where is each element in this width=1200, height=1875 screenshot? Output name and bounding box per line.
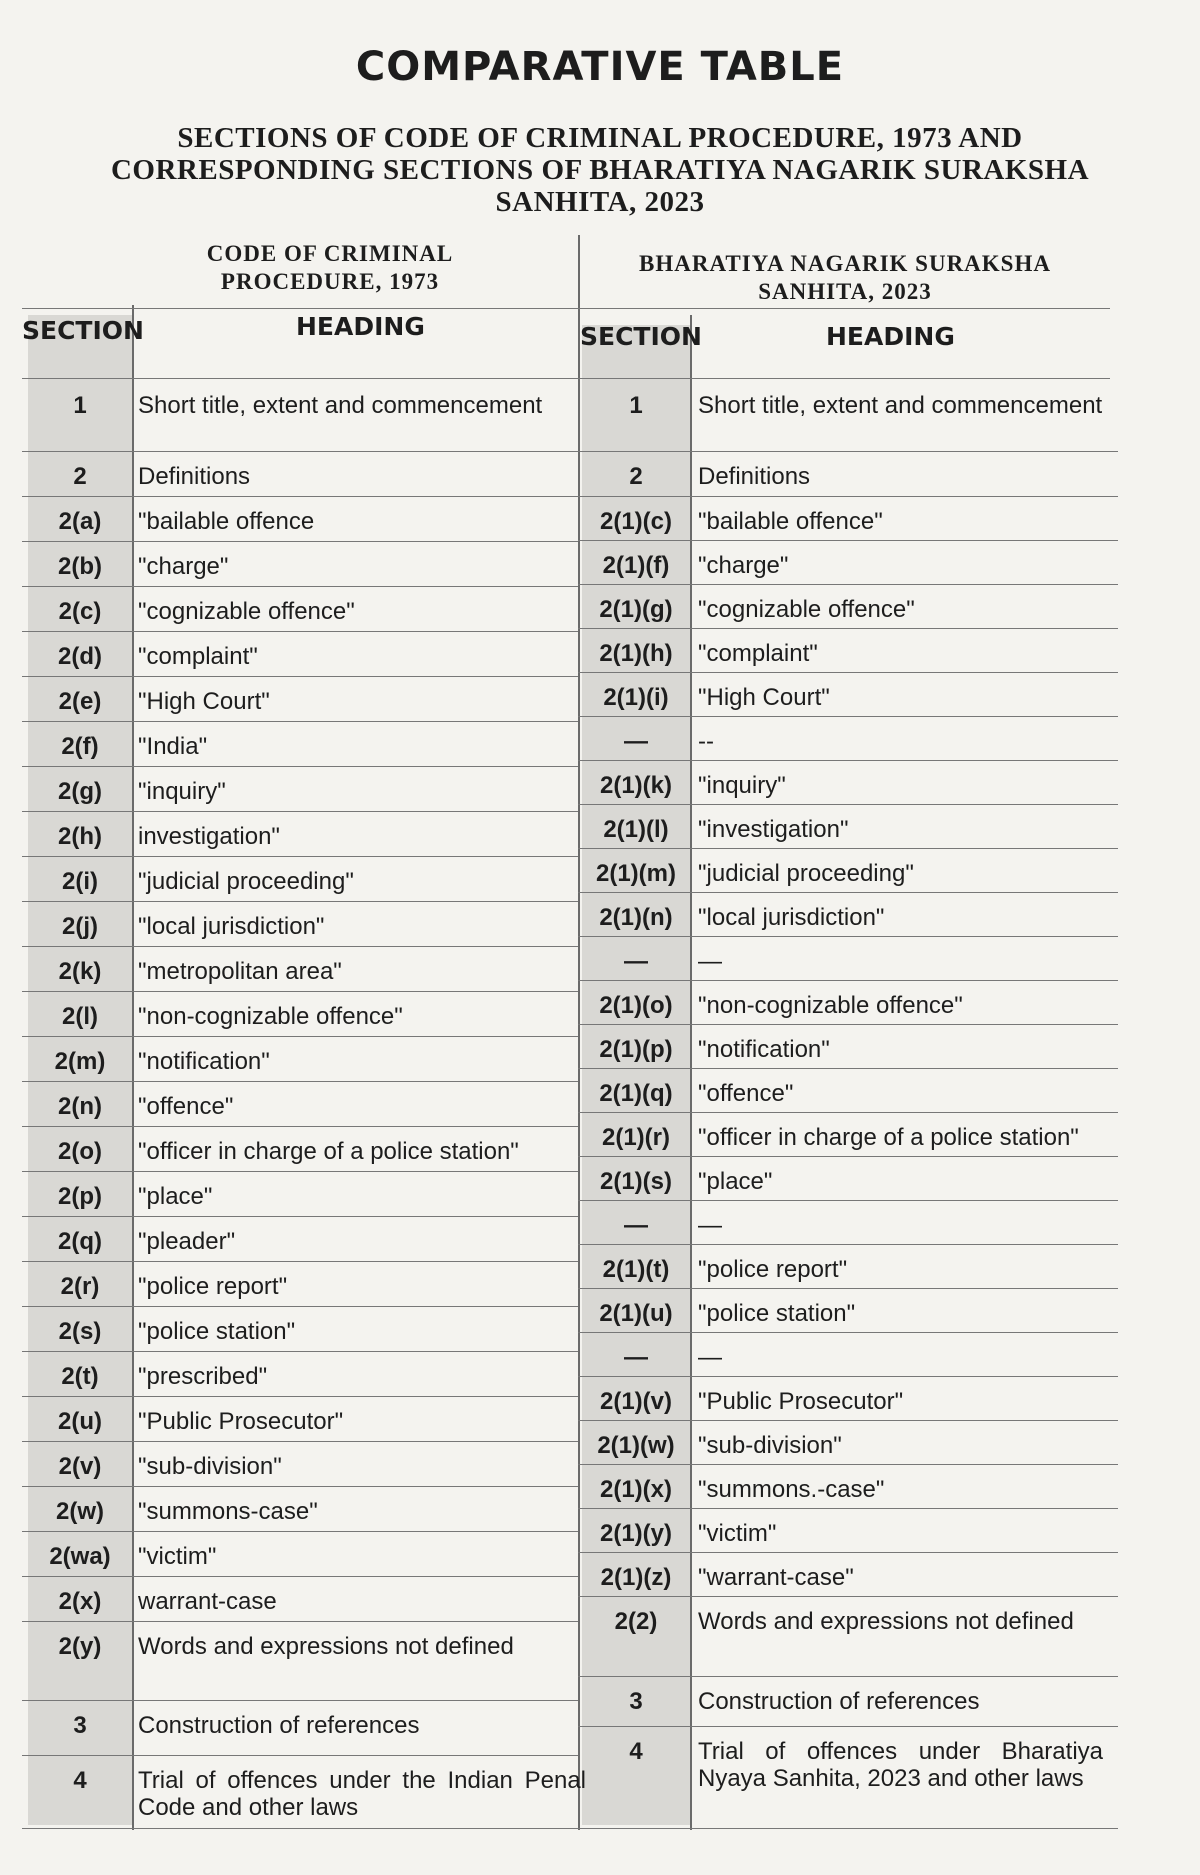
right-row-heading: Construction of references [698, 1688, 980, 1715]
right-row-heading: Definitions [698, 463, 811, 490]
right-row-section: — [624, 1344, 648, 1371]
right-row-rule [578, 1112, 1118, 1113]
right-row-rule [578, 1024, 1118, 1025]
left-row-rule [22, 1396, 578, 1397]
left-row-rule [22, 901, 578, 902]
right-row-section: 2(1)(h) [599, 640, 673, 667]
right-row-section: — [624, 1212, 648, 1239]
left-row-section: 2(n) [58, 1093, 102, 1120]
right-row-heading: "victim" [698, 1520, 777, 1547]
right-heading-header: HEADING [826, 322, 955, 351]
right-row-section: 2(1)(k) [599, 772, 672, 799]
left-row-section: 2(m) [54, 1048, 106, 1075]
left-row-heading: Short title, extent and commencement [138, 392, 543, 419]
right-row-section: — [624, 728, 648, 755]
right-row-heading: "officer in charge of a police station" [698, 1124, 1079, 1151]
right-row-section: 2(1)(v) [599, 1388, 672, 1415]
right-row-rule [578, 496, 1118, 497]
left-row-heading: "officer in charge of a police station" [138, 1138, 519, 1165]
left-row-rule [22, 721, 578, 722]
right-row-rule [578, 1552, 1118, 1553]
left-row-heading: "local jurisdiction" [138, 913, 325, 940]
right-row-rule [578, 760, 1118, 761]
left-row-section: 2(v) [58, 1453, 102, 1480]
left-row-rule [22, 766, 578, 767]
left-row-heading: "inquiry" [138, 778, 226, 805]
right-row-rule [578, 1508, 1118, 1509]
right-row-section: 2(1)(i) [603, 684, 669, 711]
right-row-rule [578, 1420, 1118, 1421]
left-row-heading: investigation" [138, 823, 280, 850]
left-row-rule [22, 631, 578, 632]
left-row-rule [22, 676, 578, 677]
right-row-section: 2(1)(o) [599, 992, 673, 1019]
right-row-rule [578, 1068, 1118, 1069]
right-row-rule [578, 584, 1118, 585]
left-row-section: 2(g) [58, 778, 102, 805]
left-row-heading: "judicial proceeding" [138, 868, 354, 895]
left-row-heading: "victim" [138, 1543, 217, 1570]
right-row-section: 4 [629, 1738, 643, 1765]
page-subtitle: SECTIONS OF CODE OF CRIMINAL PROCEDURE, 1973 AND CORRESPONDING SECTIONS OF BHARATIYA NAGARIK SURAKSHA SANHITA, 2023 [110, 122, 1090, 218]
left-row-section: 2(r) [60, 1273, 100, 1300]
left-row-heading: Trial of offences under the Indian Penal Code and other laws [138, 1767, 586, 1821]
right-row-heading: "cognizable offence" [698, 596, 915, 623]
right-row-section: 2(1)(y) [599, 1520, 672, 1547]
right-row-section: 2(1)(u) [599, 1300, 673, 1327]
left-row-rule [22, 1171, 578, 1172]
left-row-heading: "offence" [138, 1093, 234, 1120]
left-row-section: 2(s) [58, 1318, 102, 1345]
header-top-rule [22, 308, 1110, 309]
left-row-rule [22, 1700, 578, 1701]
left-row-section: 2(l) [62, 1003, 98, 1030]
left-row-section: 4 [73, 1767, 87, 1794]
left-row-heading: "cognizable offence" [138, 598, 355, 625]
left-row-section: 2(b) [58, 553, 102, 580]
left-row-rule [22, 1576, 578, 1577]
left-row-rule [22, 1755, 578, 1756]
left-row-rule [22, 1081, 578, 1082]
right-row-section: — [624, 948, 648, 975]
left-row-section: 2(x) [58, 1588, 102, 1615]
left-row-section: 2(f) [61, 733, 99, 760]
right-row-section: 2(1)(c) [599, 508, 672, 535]
right-row-section: 2(2) [614, 1608, 658, 1635]
right-row-rule [578, 1376, 1118, 1377]
left-row-section: 2(w) [56, 1498, 104, 1525]
left-row-section: 2 [73, 463, 87, 490]
left-row-heading: "notification" [138, 1048, 270, 1075]
left-row-rule [22, 1036, 578, 1037]
right-row-heading: "investigation" [698, 816, 849, 843]
left-row-section: 2(c) [58, 598, 102, 625]
right-row-heading: "charge" [698, 552, 789, 579]
left-row-rule [22, 1621, 578, 1622]
right-row-heading: "Public Prosecutor" [698, 1388, 904, 1415]
right-row-heading: "summons.-case" [698, 1476, 885, 1503]
left-row-rule [22, 811, 578, 812]
right-row-rule [578, 1288, 1118, 1289]
left-heading-header: HEADING [296, 312, 425, 341]
right-row-heading: — [698, 1344, 722, 1371]
left-row-heading: "Public Prosecutor" [138, 1408, 344, 1435]
right-row-rule [578, 848, 1118, 849]
right-row-rule [578, 980, 1118, 981]
right-row-section: 1 [629, 392, 643, 419]
left-divider [132, 305, 134, 1830]
right-row-rule [578, 892, 1118, 893]
left-row-rule [22, 1351, 578, 1352]
left-row-section: 2(j) [62, 913, 98, 940]
right-row-section: 2(1)(n) [599, 904, 673, 931]
left-row-heading: Definitions [138, 463, 251, 490]
left-row-rule [22, 1261, 578, 1262]
center-divider [578, 235, 580, 1830]
right-row-heading: "complaint" [698, 640, 818, 667]
page-title: COMPARATIVE TABLE [355, 44, 845, 90]
left-row-section: 2(q) [58, 1228, 102, 1255]
right-row-section: 2(1)(r) [601, 1124, 670, 1151]
left-row-heading: "police report" [138, 1273, 288, 1300]
right-row-rule [578, 1156, 1118, 1157]
right-row-section: 2 [629, 463, 643, 490]
right-row-rule [578, 1332, 1118, 1333]
right-row-section: 2(1)(z) [600, 1564, 672, 1591]
right-row-heading: "High Court" [698, 684, 830, 711]
left-row-section: 2(wa) [49, 1543, 111, 1570]
left-row-rule [22, 1306, 578, 1307]
right-row-rule [578, 1464, 1118, 1465]
right-row-section: 2(1)(w) [597, 1432, 675, 1459]
left-column-title: CODE OF CRIMINAL PROCEDURE, 1973 [206, 241, 454, 294]
left-row-heading: "metropolitan area" [138, 958, 342, 985]
right-row-rule [578, 451, 1118, 452]
right-row-section: 2(1)(s) [599, 1168, 672, 1195]
right-row-rule [578, 1676, 1118, 1677]
right-column-title: BHARATIYA NAGARIK SURAKSHA SANHITA, 2023 [639, 251, 1051, 304]
right-row-section: 2(1)(q) [599, 1080, 673, 1107]
left-row-section: 1 [73, 392, 87, 419]
left-row-section: 2(y) [58, 1633, 102, 1660]
left-row-heading: warrant-case [138, 1588, 277, 1615]
right-row-rule [578, 540, 1118, 541]
left-row-rule [22, 1531, 578, 1532]
right-row-section: 2(1)(l) [603, 816, 669, 843]
right-section-column-shade [582, 325, 690, 1825]
right-row-heading: "judicial proceeding" [698, 860, 914, 887]
left-row-section: 2(a) [58, 508, 102, 535]
left-row-section: 2(i) [62, 868, 98, 895]
right-row-heading: Trial of offences under Bharatiya Nyaya Sanhita, 2023 and other laws [698, 1738, 1103, 1792]
left-row-heading: "sub-division" [138, 1453, 282, 1480]
left-row-rule [22, 1216, 578, 1217]
right-section-header: SECTION [580, 322, 702, 351]
right-row-section: 2(1)(t) [602, 1256, 670, 1283]
left-row-section: 2(k) [58, 958, 102, 985]
left-row-rule [22, 991, 578, 992]
right-row-heading: "police station" [698, 1300, 856, 1327]
left-row-heading: "High Court" [138, 688, 270, 715]
right-row-rule [578, 804, 1118, 805]
left-row-section: 3 [73, 1712, 87, 1739]
right-row-rule [578, 1244, 1118, 1245]
right-row-section: 2(1)(f) [602, 552, 670, 579]
right-row-heading: — [698, 1212, 722, 1239]
right-row-heading: "warrant-case" [698, 1564, 854, 1591]
right-row-heading: "sub-division" [698, 1432, 842, 1459]
right-row-heading: "non-cognizable offence" [698, 992, 963, 1019]
right-row-section: 3 [629, 1688, 643, 1715]
right-row-rule [578, 672, 1118, 673]
left-row-rule [22, 946, 578, 947]
left-row-heading: Words and expressions not defined [138, 1633, 514, 1660]
right-row-heading: Short title, extent and commencement [698, 392, 1103, 419]
left-row-heading: Construction of references [138, 1712, 420, 1739]
right-row-rule [578, 1726, 1118, 1727]
left-row-rule [22, 496, 578, 497]
right-row-heading: — [698, 948, 722, 975]
left-row-heading: "non-cognizable offence" [138, 1003, 403, 1030]
right-divider [690, 315, 692, 1830]
left-row-heading: "India" [138, 733, 208, 760]
left-row-rule [22, 1126, 578, 1127]
right-row-heading: -- [698, 728, 714, 755]
left-section-header: SECTION [22, 316, 144, 345]
right-row-heading: "offence" [698, 1080, 794, 1107]
right-row-rule [578, 1596, 1118, 1597]
left-row-section: 2(u) [58, 1408, 102, 1435]
left-row-heading: "charge" [138, 553, 229, 580]
left-row-heading: "complaint" [138, 643, 258, 670]
left-row-rule [22, 541, 578, 542]
left-row-section: 2(e) [58, 688, 102, 715]
right-row-section: 2(1)(m) [595, 860, 676, 887]
left-row-heading: "bailable offence [138, 508, 315, 535]
right-row-rule [578, 1200, 1118, 1201]
right-row-heading: "local jurisdiction" [698, 904, 885, 931]
right-row-heading: "inquiry" [698, 772, 786, 799]
left-row-rule [22, 856, 578, 857]
right-row-rule [578, 628, 1118, 629]
left-row-section: 2(o) [58, 1138, 102, 1165]
right-row-rule [578, 936, 1118, 937]
left-row-section: 2(p) [58, 1183, 102, 1210]
header-bottom-rule [22, 378, 1110, 379]
left-row-rule [22, 1441, 578, 1442]
left-row-section: 2(t) [61, 1363, 99, 1390]
right-row-heading: "notification" [698, 1036, 830, 1063]
left-row-section: 2(d) [58, 643, 102, 670]
left-row-rule [22, 586, 578, 587]
left-row-heading: "pleader" [138, 1228, 236, 1255]
right-row-section: 2(1)(g) [599, 596, 673, 623]
right-row-heading: "bailable offence" [698, 508, 883, 535]
right-row-section: 2(1)(p) [599, 1036, 673, 1063]
right-row-heading: "place" [698, 1168, 773, 1195]
left-row-heading: "police station" [138, 1318, 296, 1345]
right-row-rule [578, 716, 1118, 717]
left-row-rule [22, 1486, 578, 1487]
left-row-rule [22, 451, 578, 452]
left-row-section: 2(h) [58, 823, 102, 850]
right-row-heading: "police report" [698, 1256, 848, 1283]
left-row-heading: "summons-case" [138, 1498, 318, 1525]
right-row-section: 2(1)(x) [599, 1476, 672, 1503]
left-row-heading: "prescribed" [138, 1363, 268, 1390]
table-bottom-rule [22, 1828, 1118, 1829]
right-row-heading: Words and expressions not defined [698, 1608, 1074, 1635]
left-row-heading: "place" [138, 1183, 213, 1210]
